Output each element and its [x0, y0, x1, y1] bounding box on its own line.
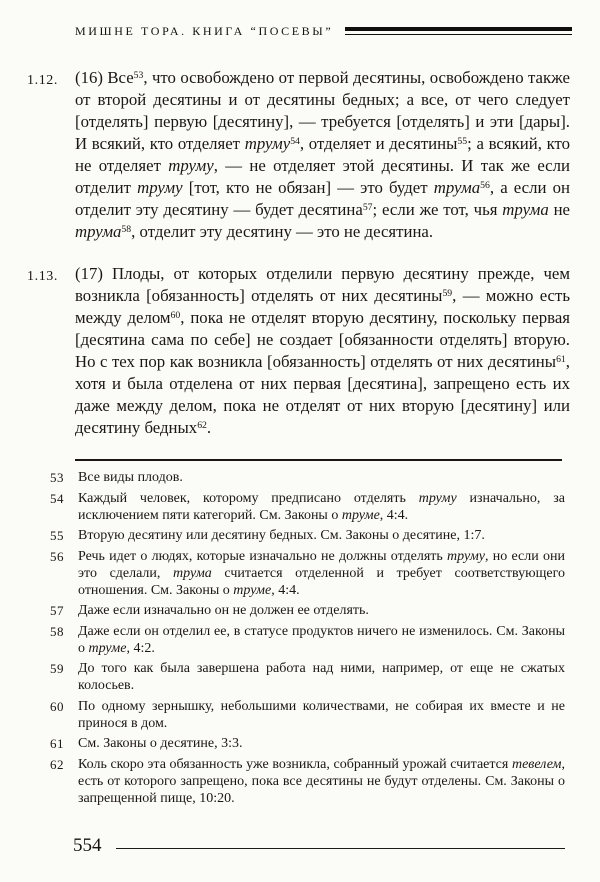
paragraph-text: (16) Все$^{53}$, что освобождено от первой десятины, освобождено также от второй десятины и от десятины бедных; а все, от чего следует [отделять] первую [десятину], — требуется [отделять] и эти [дары]. И всякий, кто отделяет труму$^{54}$, отделяет и десятины$^{55}$; а всякий, кто не отделяет труму, — не отделяет этой десятины. И так же если отделит труму [тот, кто не обязан] — это будет трума$^{56}$, а если он отделит эту десятину — будет десятина$^{57}$; если же тот, чья трума не трума$^{58}$, отделит эту десятину — это не десятина.	[75, 68, 571, 241]
footnote-number: 57	[50, 603, 64, 618]
paragraph-text: (17) Плоды, от которых отделили первую десятину прежде, чем возникла [обязанность] отделять от них десятины$^{59}$, — можно есть между делом$^{60}$, пока не отделят вторую десятину, поскольку первая [десятина сама по себе] не создает [обязанности отделять] вторую. Но с тех пор как возникла [обязанность] отделять от них десятины$^{61}$, хотя и была отделена от них первая [десятина], запрещено есть их даже между делом, пока не отделят от них вторую [десятину] или десятину бедных$^{62}$.	[75, 264, 570, 437]
footnote-number: 59	[50, 661, 64, 676]
footnote-number: 55	[50, 528, 64, 543]
footnote-text: Вторую десятину или десятину бедных. См. Законы о десятине, 1:7.	[78, 528, 485, 543]
header-double-rule	[345, 27, 572, 35]
footnote-56	[50, 548, 565, 599]
page-number: 554	[73, 835, 102, 856]
footnotes-section	[50, 459, 565, 810]
footnote-61	[50, 735, 565, 752]
footnote-number: 60	[50, 698, 64, 714]
footnote-text: Коль скоро эта обязанность уже возникла, собранный урожай считается тевелем, есть от которого запрещено, пока все десятины не будут отделены. См. Законы о запрещенной пище, 10:20.	[78, 756, 565, 806]
footnote-text: По одному зернышку, небольшими количествами, не собирая их вместе и не принося в дом.	[78, 698, 565, 731]
paragraph-number: 1.13.	[27, 269, 58, 284]
page-header	[75, 24, 572, 39]
paragraph-1-12	[27, 67, 571, 243]
footer-rule	[116, 848, 566, 849]
main-text-block	[27, 67, 571, 439]
footnote-text: Речь идет о людях, которые изначально не должны отделять труму, но если они это сделали, трума считается отделенной и требует соответствующего отношения. См. Законы о труме, 4:4.	[78, 548, 565, 598]
footnote-57	[50, 602, 565, 619]
footnote-number: 58	[50, 623, 64, 639]
footnote-text: Даже если изначально он не должен ее отделять.	[78, 603, 369, 618]
footnote-58	[50, 623, 565, 657]
footnote-text: Даже если он отделил ее, в статусе продуктов ничего не изменилось. См. Законы о труме, 4:2.	[78, 623, 565, 656]
paragraph-number: 1.12.	[27, 73, 58, 88]
footnote-text: См. Законы о десятине, 3:3.	[78, 736, 243, 751]
footnote-55	[50, 527, 565, 544]
page-footer	[73, 835, 565, 857]
footnote-text: Все виды плодов.	[78, 470, 183, 485]
footnote-text: До того как была завершена работа над ними, например, от еще не сжатых колосьев.	[78, 661, 565, 693]
footnote-60	[50, 698, 565, 732]
footnote-54	[50, 490, 565, 524]
footnote-53	[50, 469, 565, 486]
footnote-separator-rule	[75, 459, 562, 461]
running-head-title: МИШНЕ ТОРА. КНИГА “ПОСЕВЫ”	[75, 24, 334, 38]
footnote-number: 62	[50, 756, 64, 772]
footnote-number: 61	[50, 736, 64, 751]
paragraph-1-13	[27, 263, 570, 439]
footnote-number: 54	[50, 490, 64, 506]
footnote-59	[50, 660, 565, 694]
footnote-62	[50, 756, 565, 807]
footnote-text: Каждый человек, которому предписано отделять труму изначально, за исключением пяти категорий. См. Законы о труме, 4:4.	[78, 490, 566, 523]
footnote-number: 56	[50, 548, 64, 564]
footnote-number: 53	[50, 470, 64, 485]
